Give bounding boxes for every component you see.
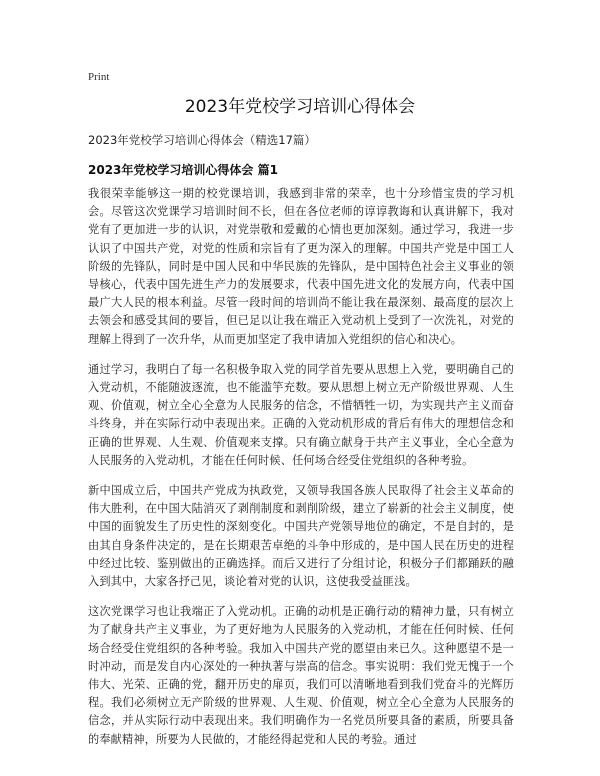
section-heading: 2023年党校学习培训心得体会 篇1	[88, 163, 278, 177]
paragraph: 新中国成立后，中国共产党成为执政党，又领导我国各族人民取得了社会主义革命的伟大胜利，在中国大陆消灭了剥削制度和剥削阶级，建立了崭新的社会主义制度，使中国的面貌发生了历史性的深刻变化。中国共产党领导地位的确定，不是自封的，是由其自身条件决定的，是在长期艰苦卓绝的斗争中形成的，是中国人民在历史的进程中经过比较、鉴别做出的正确选择。而后又进行了分组讨论，积极分子们都踊跃的融入到其中，大家各抒己见，谈论着对党的认识，这使我受益匪浅。	[88, 484, 514, 589]
article-body	[88, 185, 514, 761]
paragraph: 通过学习，我明白了每一名积极争取入党的同学首先要从思想上入党，要明确自己的入党动机，不能随波逐流，也不能滥竽充数。要从思想上树立无产阶级世界观、人生观、价值观，树立全心全意为人民服务的信念，不惜牺牲一切，为实现共产主义而奋斗终身，并在实际行动中表现出来。正确的入党动机形成的背后有伟大的理想信念和正确的世界观、人生观、价值观来支撑。只有确立献身于共产主义事业，全心全意为人民服务的入党动机，才能在任何时候、任何场合经受住党组织的各种考验。	[88, 362, 514, 467]
page-subtitle: 2023年党校学习培训心得体会（精选17篇）	[88, 133, 316, 147]
paragraph: 这次党课学习也让我端正了入党动机。正确的动机是正确行动的精神力量，只有树立为了献身共产主义事业，为了更好地为人民服务的入党动机，才能在任何时候、任何场合经受住党组织的各种考验。我加入中国共产党的愿望由来已久。这种愿望不是一时冲动，而是发自内心深处的一种执著与崇高的信念。事实说明：我们党无愧于一个伟大、光荣、正确的党，翻开历史的扉页，我们可以清晰地看到我们党奋斗的光辉历程。我们必须树立无产阶级的世界观、人生观、价值观，树立全心全意为人民服务的信念，并从实际行动中表现出来。我们明确作为一名党员所要具备的素质，所要具备的奉献精神，所要为人民做的，才能经得起党和人民的考验。通过	[88, 605, 514, 746]
print-link[interactable]: Print	[88, 71, 110, 83]
page-title: 2023年党校学习培训心得体会	[184, 97, 416, 117]
paragraph: 我很荣幸能够这一期的校党课培训，我感到非常的荣幸，也十分珍惜宝贵的学习机会。尽管这次党课学习培训时间不长，但在各位老师的谆谆教诲和认真讲解下，我对党有了更加进一步的认识，对党崇敬和爱戴的心情也更加深刻。通过学习，我进一步认识了中国共产党，对党的性质和宗旨有了更为深入的理解。中国共产党是中国工人阶级的先锋队，同时是中国人民和中华民族的先锋队，是中国特色社会主义事业的领导核心，代表中国先进生产力的发展要求，代表中国先进文化的发展方向，代表中国最广大人民的根本利益。尽管一段时间的培训尚不能让我在最深刻、最高度的层次上去领会和感受其间的要旨，但已足以让我在端正入党动机上受到了一次洗礼，对党的理解上得到了一次升华，从而更加坚定了我申请加入党组织的信心和决心。	[88, 187, 514, 346]
